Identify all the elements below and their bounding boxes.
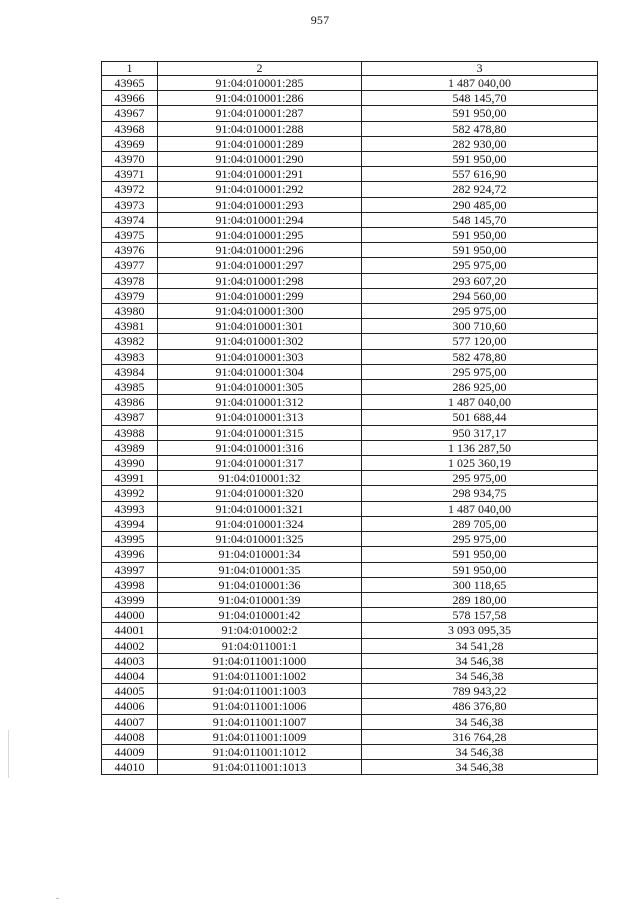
header-col-2: 2: [158, 62, 362, 76]
cadastral-number-cell: 91:04:010001:289: [158, 136, 362, 151]
cadastral-value-cell: 295 975,00: [362, 364, 598, 379]
cadastral-value-cell: 1 487 040,00: [362, 395, 598, 410]
cadastral-value-cell: 34 541,28: [362, 638, 598, 653]
cadastral-number-cell: 91:04:010001:320: [158, 486, 362, 501]
table-row: [102, 121, 598, 136]
table-row: [102, 608, 598, 623]
table-row: [102, 349, 598, 364]
row-number-cell: 44005: [102, 684, 158, 699]
row-number-cell: 44003: [102, 653, 158, 668]
row-number-cell: 44009: [102, 744, 158, 759]
table-row: [102, 729, 598, 744]
table-row: [102, 288, 598, 303]
row-number-cell: 43986: [102, 395, 158, 410]
cadastral-value-cell: 282 930,00: [362, 136, 598, 151]
table-row: [102, 91, 598, 106]
table-header: [102, 62, 598, 76]
cadastral-value-cell: 582 478,80: [362, 121, 598, 136]
cadastral-value-cell: 295 975,00: [362, 532, 598, 547]
cadastral-value-cell: 1 487 040,00: [362, 76, 598, 91]
cadastral-value-cell: 282 924,72: [362, 182, 598, 197]
row-number-cell: 43982: [102, 334, 158, 349]
cadastral-number-cell: 91:04:010001:32: [158, 471, 362, 486]
cadastral-value-cell: 294 560,00: [362, 288, 598, 303]
row-number-cell: 44008: [102, 729, 158, 744]
cadastral-value-cell: 548 145,70: [362, 212, 598, 227]
cadastral-value-cell: 591 950,00: [362, 562, 598, 577]
cadastral-number-cell: 91:04:011001:1002: [158, 668, 362, 683]
cadastral-number-cell: 91:04:010001:39: [158, 592, 362, 607]
row-number-cell: 43977: [102, 258, 158, 273]
table-row: [102, 638, 598, 653]
row-number-cell: 43987: [102, 410, 158, 425]
cadastral-value-cell: 577 120,00: [362, 334, 598, 349]
cadastral-value-cell: 289 180,00: [362, 592, 598, 607]
table-row: [102, 425, 598, 440]
table-row: [102, 167, 598, 182]
cadastral-value-cell: 486 376,80: [362, 699, 598, 714]
cadastral-value-cell: 34 546,38: [362, 653, 598, 668]
cadastral-number-cell: 91:04:011001:1003: [158, 684, 362, 699]
cadastral-value-cell: 34 546,38: [362, 760, 598, 775]
table-row: [102, 592, 598, 607]
table-row: [102, 76, 598, 91]
table-row: [102, 562, 598, 577]
cadastral-number-cell: 91:04:010001:315: [158, 425, 362, 440]
header-col-1: 1: [102, 62, 158, 76]
table-row: [102, 395, 598, 410]
cadastral-number-cell: 91:04:010002:2: [158, 623, 362, 638]
table-row: [102, 501, 598, 516]
row-number-cell: 43990: [102, 456, 158, 471]
cadastral-number-cell: 91:04:010001:34: [158, 547, 362, 562]
row-number-cell: 43985: [102, 380, 158, 395]
cadastral-number-cell: 91:04:010001:300: [158, 304, 362, 319]
table-row: [102, 577, 598, 592]
scan-margin-mark: [8, 730, 9, 778]
cadastral-number-cell: 91:04:010001:298: [158, 273, 362, 288]
row-number-cell: 43974: [102, 212, 158, 227]
cadastral-number-cell: 91:04:011001:1012: [158, 744, 362, 759]
row-number-cell: 43968: [102, 121, 158, 136]
row-number-cell: 43988: [102, 425, 158, 440]
row-number-cell: 44000: [102, 608, 158, 623]
cadastral-value-cell: 1 025 360,19: [362, 456, 598, 471]
cadastral-number-cell: 91:04:010001:303: [158, 349, 362, 364]
row-number-cell: 43989: [102, 440, 158, 455]
cadastral-number-cell: 91:04:011001:1006: [158, 699, 362, 714]
table-row: [102, 684, 598, 699]
row-number-cell: 44004: [102, 668, 158, 683]
header-col-3: 3: [362, 62, 598, 76]
table-row: [102, 334, 598, 349]
row-number-cell: 43973: [102, 197, 158, 212]
cadastral-value-table: [101, 61, 598, 775]
table-row: [102, 243, 598, 258]
cadastral-number-cell: 91:04:010001:325: [158, 532, 362, 547]
row-number-cell: 43993: [102, 501, 158, 516]
cadastral-number-cell: 91:04:010001:305: [158, 380, 362, 395]
cadastral-number-cell: 91:04:010001:285: [158, 76, 362, 91]
row-number-cell: 43970: [102, 152, 158, 167]
row-number-cell: 43969: [102, 136, 158, 151]
cadastral-number-cell: 91:04:010001:42: [158, 608, 362, 623]
cadastral-value-cell: 293 607,20: [362, 273, 598, 288]
cadastral-number-cell: 91:04:011001:1009: [158, 729, 362, 744]
row-number-cell: 43983: [102, 349, 158, 364]
cadastral-value-cell: 316 764,28: [362, 729, 598, 744]
table-row: [102, 228, 598, 243]
cadastral-number-cell: 91:04:010001:286: [158, 91, 362, 106]
cadastral-number-cell: 91:04:011001:1013: [158, 760, 362, 775]
cadastral-number-cell: 91:04:010001:313: [158, 410, 362, 425]
cadastral-value-cell: 290 485,00: [362, 197, 598, 212]
cadastral-number-cell: 91:04:010001:36: [158, 577, 362, 592]
cadastral-number-cell: 91:04:010001:292: [158, 182, 362, 197]
table-row: [102, 136, 598, 151]
cadastral-value-cell: 34 546,38: [362, 714, 598, 729]
cadastral-number-cell: 91:04:010001:317: [158, 456, 362, 471]
cadastral-number-cell: 91:04:010001:288: [158, 121, 362, 136]
table-row: [102, 380, 598, 395]
cadastral-value-cell: 300 118,65: [362, 577, 598, 592]
page-number: 957: [310, 13, 330, 27]
row-number-cell: 44010: [102, 760, 158, 775]
row-number-cell: 43980: [102, 304, 158, 319]
row-number-cell: 43979: [102, 288, 158, 303]
row-number-cell: 43981: [102, 319, 158, 334]
table-row: [102, 668, 598, 683]
table-row: [102, 744, 598, 759]
table-row: [102, 653, 598, 668]
cadastral-value-cell: 591 950,00: [362, 106, 598, 121]
row-number-cell: 43992: [102, 486, 158, 501]
row-number-cell: 43991: [102, 471, 158, 486]
table-row: [102, 410, 598, 425]
row-number-cell: 44006: [102, 699, 158, 714]
table-row: [102, 319, 598, 334]
table-row: [102, 182, 598, 197]
table-row: [102, 714, 598, 729]
table-row: [102, 471, 598, 486]
cadastral-value-cell: 34 546,38: [362, 668, 598, 683]
cadastral-number-cell: 91:04:010001:312: [158, 395, 362, 410]
cadastral-value-cell: 557 616,90: [362, 167, 598, 182]
table-row: [102, 304, 598, 319]
cadastral-value-cell: 950 317,17: [362, 425, 598, 440]
row-number-cell: 43975: [102, 228, 158, 243]
table-row: [102, 364, 598, 379]
row-number-cell: 43971: [102, 167, 158, 182]
cadastral-number-cell: 91:04:010001:304: [158, 364, 362, 379]
cadastral-number-cell: 91:04:010001:302: [158, 334, 362, 349]
cadastral-number-cell: 91:04:010001:287: [158, 106, 362, 121]
row-number-cell: 43998: [102, 577, 158, 592]
row-number-cell: 43976: [102, 243, 158, 258]
cadastral-number-cell: 91:04:010001:297: [158, 258, 362, 273]
cadastral-number-cell: 91:04:011001:1007: [158, 714, 362, 729]
cadastral-number-cell: 91:04:010001:295: [158, 228, 362, 243]
row-number-cell: 43999: [102, 592, 158, 607]
table-row: [102, 440, 598, 455]
scan-corner-mark: [56, 898, 59, 899]
cadastral-value-cell: 298 934,75: [362, 486, 598, 501]
cadastral-value-cell: 295 975,00: [362, 258, 598, 273]
cadastral-value-cell: 591 950,00: [362, 228, 598, 243]
row-number-cell: 43978: [102, 273, 158, 288]
cadastral-value-cell: 295 975,00: [362, 471, 598, 486]
cadastral-value-cell: 34 546,38: [362, 744, 598, 759]
row-number-cell: 43984: [102, 364, 158, 379]
row-number-cell: 44001: [102, 623, 158, 638]
table-row: [102, 623, 598, 638]
cadastral-value-cell: 591 950,00: [362, 243, 598, 258]
row-number-cell: 44007: [102, 714, 158, 729]
table-row: [102, 486, 598, 501]
table-row: [102, 456, 598, 471]
cadastral-number-cell: 91:04:011001:1: [158, 638, 362, 653]
cadastral-value-cell: 591 950,00: [362, 547, 598, 562]
cadastral-value-cell: 1 487 040,00: [362, 501, 598, 516]
cadastral-value-cell: 548 145,70: [362, 91, 598, 106]
row-number-cell: 43972: [102, 182, 158, 197]
table-row: [102, 258, 598, 273]
cadastral-number-cell: 91:04:011001:1000: [158, 653, 362, 668]
row-number-cell: 43965: [102, 76, 158, 91]
cadastral-number-cell: 91:04:010001:290: [158, 152, 362, 167]
row-number-cell: 44002: [102, 638, 158, 653]
table-row: [102, 106, 598, 121]
cadastral-number-cell: 91:04:010001:293: [158, 197, 362, 212]
cadastral-value-cell: 300 710,60: [362, 319, 598, 334]
cadastral-value-cell: 591 950,00: [362, 152, 598, 167]
cadastral-value-cell: 286 925,00: [362, 380, 598, 395]
cadastral-value-cell: 289 705,00: [362, 516, 598, 531]
table-row: [102, 273, 598, 288]
cadastral-number-cell: 91:04:010001:321: [158, 501, 362, 516]
cadastral-number-cell: 91:04:010001:299: [158, 288, 362, 303]
row-number-cell: 43966: [102, 91, 158, 106]
table-row: [102, 212, 598, 227]
table-row: [102, 197, 598, 212]
row-number-cell: 43997: [102, 562, 158, 577]
cadastral-value-cell: 1 136 287,50: [362, 440, 598, 455]
cadastral-number-cell: 91:04:010001:296: [158, 243, 362, 258]
table-row: [102, 152, 598, 167]
table-row: [102, 760, 598, 775]
row-number-cell: 43995: [102, 532, 158, 547]
table-row: [102, 516, 598, 531]
cadastral-value-cell: 582 478,80: [362, 349, 598, 364]
table-row: [102, 532, 598, 547]
cadastral-value-cell: 578 157,58: [362, 608, 598, 623]
cadastral-value-cell: 501 688,44: [362, 410, 598, 425]
table-body: [102, 76, 598, 775]
cadastral-number-cell: 91:04:010001:294: [158, 212, 362, 227]
header-row: [102, 62, 598, 76]
row-number-cell: 43967: [102, 106, 158, 121]
table-row: [102, 699, 598, 714]
cadastral-number-cell: 91:04:010001:301: [158, 319, 362, 334]
cadastral-value-cell: 789 943,22: [362, 684, 598, 699]
cadastral-number-cell: 91:04:010001:35: [158, 562, 362, 577]
cadastral-number-cell: 91:04:010001:291: [158, 167, 362, 182]
cadastral-value-cell: 295 975,00: [362, 304, 598, 319]
cadastral-number-cell: 91:04:010001:316: [158, 440, 362, 455]
row-number-cell: 43996: [102, 547, 158, 562]
cadastral-number-cell: 91:04:010001:324: [158, 516, 362, 531]
table-row: [102, 547, 598, 562]
cadastral-value-cell: 3 093 095,35: [362, 623, 598, 638]
row-number-cell: 43994: [102, 516, 158, 531]
